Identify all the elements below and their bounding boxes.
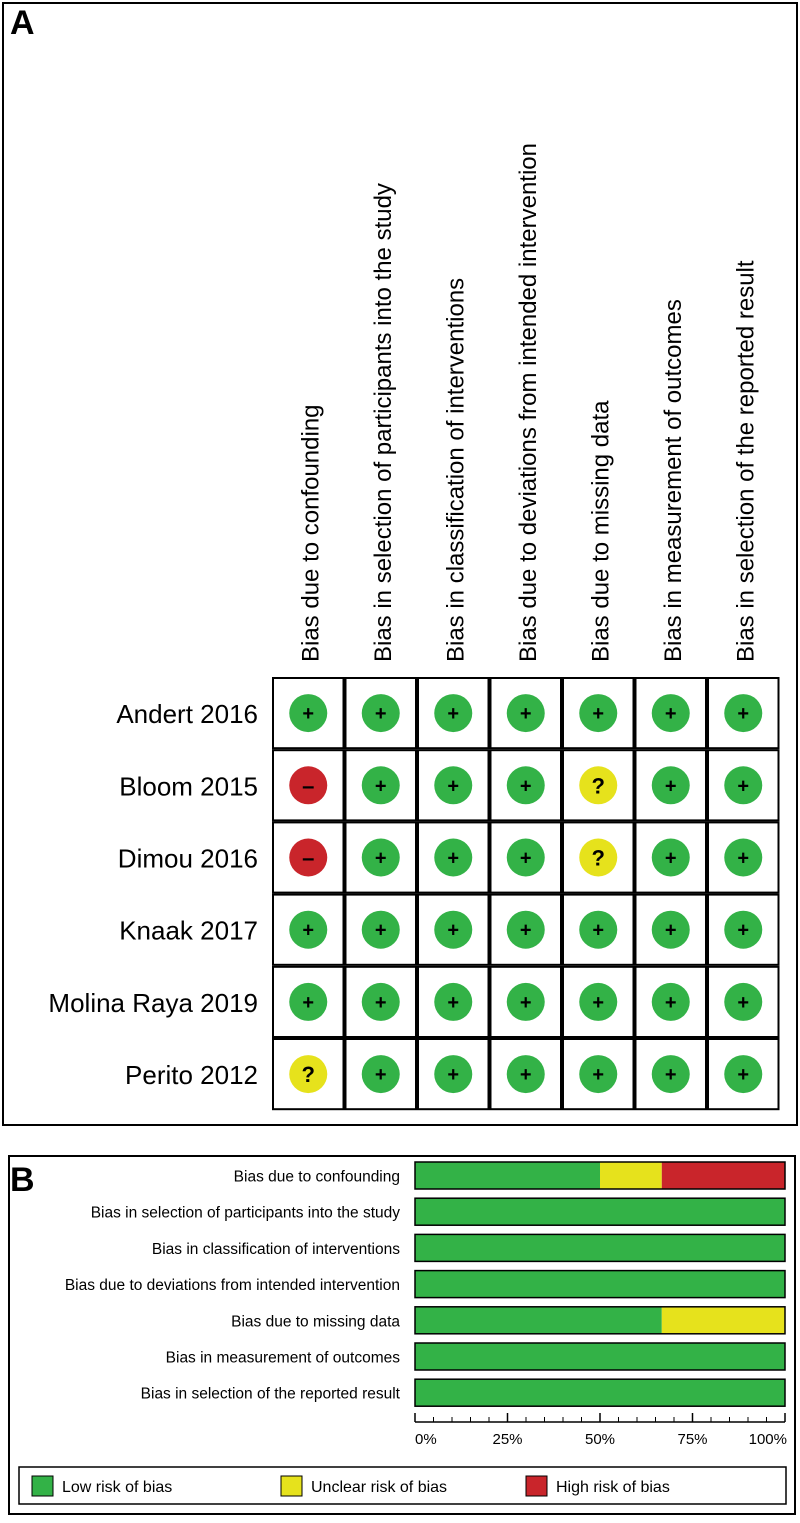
judgement-symbol-1-5: + — [592, 703, 605, 726]
bar-label-6: Bias in measurement of outcomes — [165, 1349, 400, 1367]
judgement-symbol-1-7: + — [737, 703, 750, 726]
domain-header-4: Bias due to deviations from intended intervention — [514, 143, 542, 662]
judgement-symbol-1-1: + — [302, 703, 315, 726]
legend-swatch-low — [32, 1476, 53, 1496]
judgement-symbol-6-4: + — [519, 1064, 532, 1087]
legend-label-low: Low risk of bias — [62, 1479, 173, 1496]
judgement-symbol-1-6: + — [664, 703, 677, 726]
domain-header-6: Bias in measurement of outcomes — [659, 299, 687, 662]
judgement-symbol-6-7: + — [737, 1064, 750, 1087]
judgement-symbol-5-6: + — [664, 991, 677, 1014]
judgement-symbol-2-6: + — [664, 775, 677, 798]
summary-bar-chart — [19, 1162, 787, 1504]
domain-header-2: Bias in selection of participants into the study — [369, 183, 397, 662]
domain-header-1: Bias due to confounding — [297, 404, 325, 662]
study-label-dimou-2016: Dimou 2016 — [117, 843, 258, 874]
bar-label-4: Bias due to deviations from intended intervention — [64, 1277, 400, 1295]
study-label-molina-raya-2019: Molina Raya 2019 — [48, 987, 258, 1018]
judgement-symbol-5-1: + — [302, 991, 315, 1014]
judgement-symbol-2-5: ? — [591, 773, 605, 799]
x-tick-label-100: 100% — [748, 1431, 787, 1448]
judgement-symbol-4-7: + — [737, 919, 750, 942]
judgement-symbol-4-3: + — [447, 919, 460, 942]
judgement-symbol-3-7: + — [737, 847, 750, 870]
bar-label-3: Bias in classification of interventions — [151, 1240, 400, 1258]
judgement-symbol-6-1: ? — [301, 1062, 315, 1088]
bar-label-2: Bias in selection of participants into the study — [90, 1204, 400, 1222]
judgement-symbol-3-6: + — [664, 847, 677, 870]
judgement-symbol-4-5: + — [592, 919, 605, 942]
judgement-symbol-4-2: + — [374, 919, 387, 942]
bar-label-7: Bias in selection of the reported result — [140, 1385, 400, 1403]
study-label-knaak-2017: Knaak 2017 — [119, 915, 258, 946]
panel-b-label: B — [10, 1161, 35, 1199]
judgement-symbol-3-2: + — [374, 847, 387, 870]
judgement-symbol-5-4: + — [519, 991, 532, 1014]
judgement-symbol-6-3: + — [447, 1064, 460, 1087]
judgement-symbol-3-1: – — [302, 845, 315, 871]
judgement-symbol-4-1: + — [302, 919, 315, 942]
x-tick-label-0: 0% — [415, 1431, 437, 1448]
judgement-symbol-1-4: + — [519, 703, 532, 726]
judgement-symbol-3-3: + — [447, 847, 460, 870]
judgement-symbol-2-7: + — [737, 775, 750, 798]
bar-segment-low-5 — [415, 1307, 662, 1334]
bar-label-5: Bias due to missing data — [231, 1313, 400, 1331]
traffic-light-grid — [48, 143, 778, 1109]
domain-header-5: Bias due to missing data — [587, 400, 615, 662]
bar-segment-unclear-5 — [662, 1307, 785, 1334]
judgement-symbol-2-3: + — [447, 775, 460, 798]
legend-label-unclear: Unclear risk of bias — [311, 1479, 448, 1496]
judgement-symbol-5-2: + — [374, 991, 387, 1014]
judgement-symbol-6-5: + — [592, 1064, 605, 1087]
bar-segment-low-1 — [415, 1162, 600, 1189]
judgement-symbol-4-6: + — [664, 919, 677, 942]
judgement-symbol-1-3: + — [447, 703, 460, 726]
bar-segment-low-2 — [415, 1198, 785, 1225]
bar-segment-unclear-1 — [600, 1162, 662, 1189]
study-label-bloom-2015: Bloom 2015 — [119, 771, 258, 802]
judgement-symbol-4-4: + — [519, 919, 532, 942]
study-label-andert-2016: Andert 2016 — [116, 699, 258, 730]
judgement-symbol-6-6: + — [664, 1064, 677, 1087]
domain-header-3: Bias in classification of interventions — [442, 277, 470, 662]
x-tick-label-50: 50% — [584, 1431, 616, 1448]
domain-header-7: Bias in selection of the reported result — [732, 260, 760, 662]
judgement-symbol-5-5: + — [592, 991, 605, 1014]
bar-segment-low-7 — [415, 1379, 785, 1406]
legend-swatch-high — [526, 1476, 547, 1496]
x-tick-label-75: 75% — [677, 1431, 708, 1448]
legend-label-high: High risk of bias — [556, 1479, 670, 1496]
bar-segment-low-3 — [415, 1234, 785, 1261]
study-label-perito-2012: Perito 2012 — [125, 1060, 258, 1091]
judgement-symbol-3-4: + — [519, 847, 532, 870]
judgement-symbol-1-2: + — [374, 703, 387, 726]
x-tick-label-25: 25% — [492, 1431, 523, 1448]
judgement-symbol-5-7: + — [737, 991, 750, 1014]
bar-segment-low-4 — [415, 1271, 785, 1298]
judgement-symbol-6-2: + — [374, 1064, 387, 1087]
judgement-symbol-2-4: + — [519, 775, 532, 798]
judgement-symbol-2-1: – — [302, 773, 315, 799]
bar-segment-high-1 — [662, 1162, 785, 1189]
judgement-symbol-2-2: + — [374, 775, 387, 798]
legend-swatch-unclear — [281, 1476, 302, 1496]
bar-label-1: Bias due to confounding — [233, 1168, 400, 1186]
bar-segment-low-6 — [415, 1343, 785, 1370]
judgement-symbol-5-3: + — [447, 991, 460, 1014]
panel-a-label: A — [10, 4, 35, 42]
judgement-symbol-3-5: ? — [591, 845, 605, 871]
